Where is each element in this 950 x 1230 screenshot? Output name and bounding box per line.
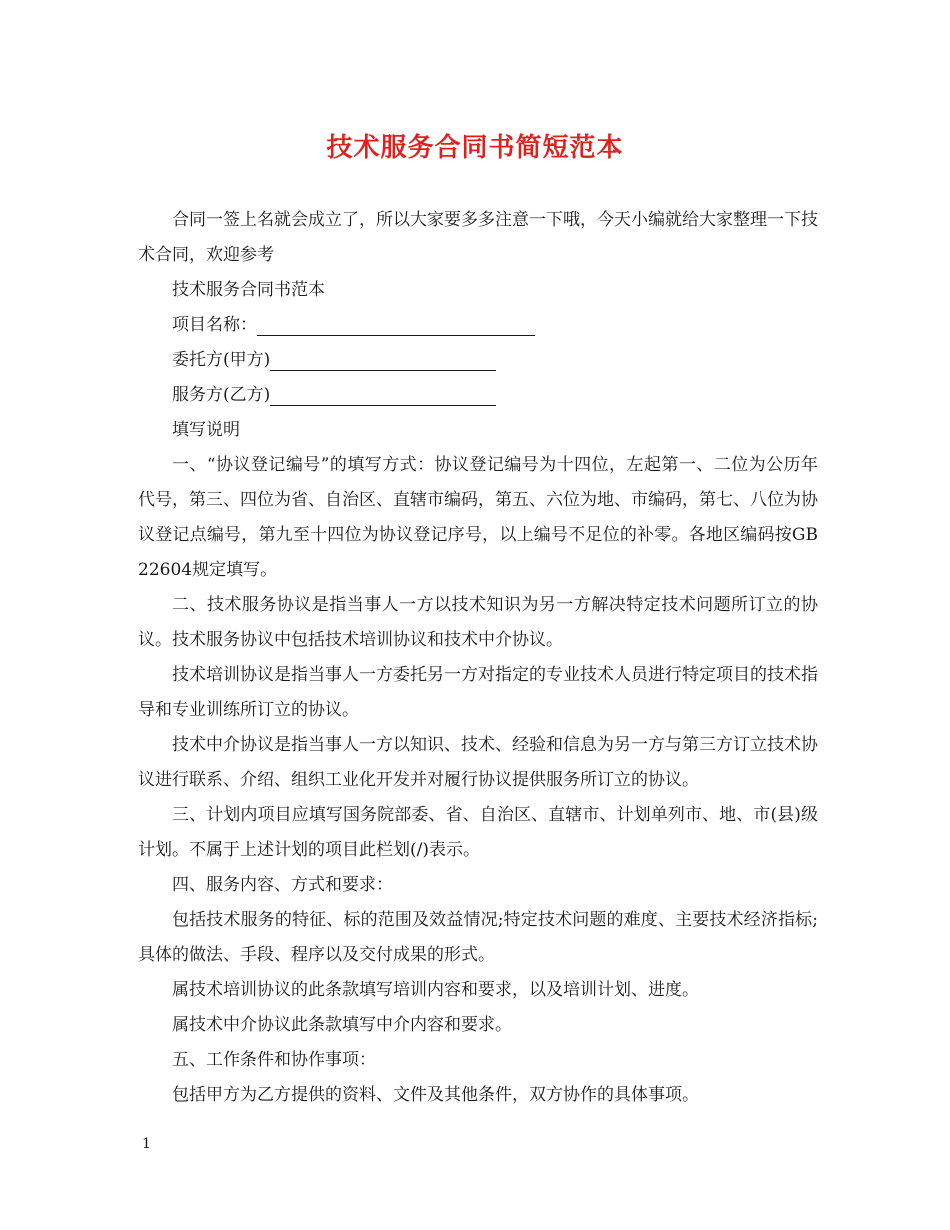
party-a-field <box>138 343 818 378</box>
paragraph-2: 二、技术服务协议是指当事人一方以技术知识为另一方解决特定技术问题所订立的协议。技术服务协议中包括技术培训协议和技术中介协议。 <box>138 595 818 650</box>
paragraph-10: 五、工作条件和协作事项： <box>172 1050 376 1070</box>
paragraph-4: 技术中介协议是指当事人一方以知识、技术、经验和信息为另一方与第三方订立技术协议进行联系、介绍、组织工业化开发并对履行协议提供服务所订立的协议。 <box>138 735 818 790</box>
subtitle-line: 技术服务合同书范本 <box>172 280 325 300</box>
document-body <box>138 203 818 1113</box>
project-name-label: 项目名称： <box>172 315 257 335</box>
paragraph-5: 三、计划内项目应填写国务院部委、省、自治区、直辖市、计划单列市、地、市(县)级计划。不属于上述计划的项目此栏划(/)表示。 <box>138 805 818 860</box>
page-number: 1 <box>142 1136 151 1152</box>
paragraph-9: 属技术中介协议此条款填写中介内容和要求。 <box>172 1015 512 1035</box>
paragraph-6: 四、服务内容、方式和要求： <box>172 875 393 895</box>
project-name-field <box>138 308 818 343</box>
paragraph-11: 包括甲方为乙方提供的资料、文件及其他条件，双方协作的具体事项。 <box>172 1085 699 1105</box>
party-a-label: 委托方(甲方) <box>172 350 271 370</box>
paragraph-1: 一、“协议登记编号”的填写方式：协议登记编号为十四位，左起第一、二位为公历年代号，第三、四位为省、自治区、直辖市编码，第五、六位为地、市编码，第七、八位为协议登记点编号，第九至十四位为协议登记序号，以上编号不足位的补零。各地区编码按GB22604规定填写。 <box>138 455 818 580</box>
paragraph-7: 包括技术服务的特征、标的范围及效益情况;特定技术问题的难度、主要技术经济指标;具体的做法、手段、程序以及交付成果的形式。 <box>138 910 818 965</box>
document-title: 技术服务合同书简短范本 <box>326 133 624 163</box>
instructions-heading: 填写说明 <box>172 420 240 440</box>
party-b-blank <box>270 383 496 406</box>
party-a-blank <box>270 348 496 371</box>
party-b-field <box>138 378 818 413</box>
intro-paragraph: 合同一签上名就会成立了，所以大家要多多注意一下哦，今天小编就给大家整理一下技术合同，欢迎参考 <box>138 210 818 265</box>
party-b-label: 服务方(乙方) <box>172 385 271 405</box>
paragraph-8: 属技术培训协议的此条款填写培训内容和要求，以及培训计划、进度。 <box>172 980 699 1000</box>
paragraph-3: 技术培训协议是指当事人一方委托另一方对指定的专业技术人员进行特定项目的技术指导和专业训练所订立的协议。 <box>138 665 818 720</box>
project-name-blank <box>257 313 535 336</box>
